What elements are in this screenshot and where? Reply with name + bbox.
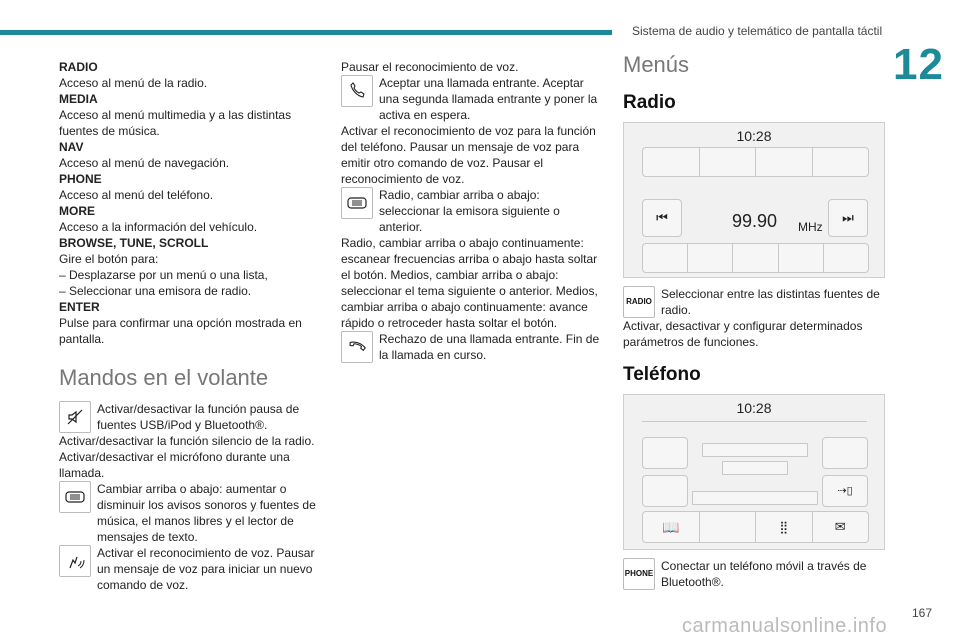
phone-transfer-icon: ⇢▯ — [822, 475, 868, 507]
term: BROWSE, TUNE, SCROLL — [59, 236, 209, 250]
control-item-scroll — [341, 187, 603, 235]
heading-radio: Radio — [623, 92, 676, 113]
phone-toolbar — [642, 511, 869, 543]
list-item: – Seleccionar una emisora de radio. — [59, 284, 252, 298]
control-item-volume — [59, 481, 321, 545]
term: NAV — [59, 140, 84, 154]
definition-media — [59, 91, 321, 139]
screen-divider — [642, 421, 867, 422]
screen-field — [722, 461, 788, 475]
screen-clock: 10:28 — [736, 128, 772, 144]
heading-steering-controls: Mandos en el volante — [59, 365, 269, 390]
control-extra: Radio, cambiar arriba o abajo continuamente: escanear frecuencias arriba o abajo hasta soltar el botón. Medios, cambiar arriba o abajo: seleccionar el tema siguiente o anterior. Medios, cambiar arriba o abajo continuamente: avance rápido o retroceder hasta soltar el botón. — [341, 236, 598, 330]
term: RADIO — [59, 60, 98, 74]
phone-menu-item — [623, 558, 885, 590]
messages-icon: ✉ — [834, 519, 846, 534]
phone-hangup-icon — [341, 331, 373, 363]
watermark: carmanualsonline.info — [682, 615, 888, 637]
screen-button — [642, 437, 688, 469]
control-extra: Activar el reconocimiento de voz para la función del teléfono. Pausar un mensaje de voz para emitir otro comando de voz. Pausar el reconocimiento de voz. — [341, 124, 596, 186]
control-item-mute — [59, 401, 321, 433]
column-right — [623, 52, 885, 590]
screen-button — [822, 437, 868, 469]
desc: Pulse para confirmar una opción mostrada en pantalla. — [59, 316, 302, 346]
heading-menus: Menús — [623, 52, 690, 77]
phone-menu-text: Conectar un teléfono móvil a través de Bluetooth®. — [661, 559, 867, 589]
definition-nav — [59, 139, 321, 171]
radio-menu-item — [623, 286, 885, 318]
desc: Acceso a la información del vehículo. — [59, 220, 258, 234]
contacts-book-icon: 📖 — [643, 512, 700, 542]
heading-phone: Teléfono — [623, 364, 701, 385]
preset-row-top — [642, 147, 869, 177]
definition-radio — [59, 59, 321, 91]
control-item-voice — [59, 545, 321, 593]
phone-screen — [623, 394, 885, 550]
control-text: Radio, cambiar arriba o abajo: seleccionar la emisora siguiente o anterior. — [379, 188, 560, 234]
desc: Acceso al menú multimedia y a las distintas fuentes de música. — [59, 108, 292, 138]
control-text: Activar el reconocimiento de voz. Pausar un mensaje de voz para iniciar un nuevo comando de voz. — [97, 546, 315, 592]
screen-clock: 10:28 — [736, 400, 772, 416]
definition-more — [59, 203, 321, 235]
frequency-unit: MHz — [798, 220, 823, 234]
radio-menu-text: Seleccionar entre las distintas fuentes de radio. — [661, 287, 880, 317]
control-item-accept — [341, 75, 603, 123]
control-text: Rechazo de una llamada entrante. Fin de la llamada en curso. — [379, 332, 600, 362]
header-accent-bar — [0, 30, 612, 35]
chapter-number: 12 — [893, 40, 944, 89]
frequency: 99.90 — [732, 211, 778, 231]
term: MEDIA — [59, 92, 98, 106]
control-text: Activar/desactivar la función pausa de fuentes USB/iPod y Bluetooth®. — [97, 402, 300, 432]
desc: Acceso al menú del teléfono. — [59, 188, 214, 202]
voice-command-icon — [59, 545, 91, 577]
desc: Acceso al menú de navegación. — [59, 156, 230, 170]
mute-icon — [59, 401, 91, 433]
prev-icon: ⏮ — [642, 199, 682, 237]
desc: Gire el botón para: — [59, 252, 159, 266]
column-left — [59, 59, 321, 593]
control-item-hangup — [341, 331, 603, 363]
definition-enter — [59, 299, 321, 347]
scroll-roller-icon — [341, 187, 373, 219]
phone-accept-icon — [341, 75, 373, 107]
radio-screen — [623, 122, 885, 278]
definition-browse — [59, 235, 321, 299]
phone-button-icon: PHONE — [623, 558, 655, 590]
intro-text: Pausar el reconocimiento de voz. — [341, 60, 519, 74]
control-text: Cambiar arriba o abajo: aumentar o disminuir los avisos sonoros y fuentes de música, el manos libres y el lector de mensajes de texto. — [97, 482, 316, 544]
desc: Acceso al menú de la radio. — [59, 76, 208, 90]
term: PHONE — [59, 172, 102, 186]
volume-roller-icon — [59, 481, 91, 513]
term: ENTER — [59, 300, 100, 314]
column-middle — [341, 59, 603, 363]
keypad-icon: ⣿ — [756, 512, 813, 542]
screen-field — [702, 443, 808, 457]
screen-field — [692, 491, 818, 505]
control-extra: Activar/desactivar la función silencio de la radio. Activar/desactivar el micrófono durante una llamada. — [59, 434, 315, 480]
definition-phone — [59, 171, 321, 203]
preset-row-bottom — [642, 243, 869, 273]
page-number: 167 — [912, 606, 933, 620]
next-icon: ⏭ — [828, 199, 868, 237]
control-text: Aceptar una llamada entrante. Aceptar una segunda llamada entrante y poner la activa en espera. — [379, 76, 598, 122]
list-item: – Desplazarse por un menú o una lista, — [59, 268, 268, 282]
radio-menu-extra: Activar, desactivar y configurar determinados parámetros de funciones. — [623, 319, 863, 349]
term: MORE — [59, 204, 95, 218]
radio-button-icon: RADIO — [623, 286, 655, 318]
section-title: Sistema de audio y telemático de pantalla táctil — [632, 24, 883, 38]
screen-button — [642, 475, 688, 507]
